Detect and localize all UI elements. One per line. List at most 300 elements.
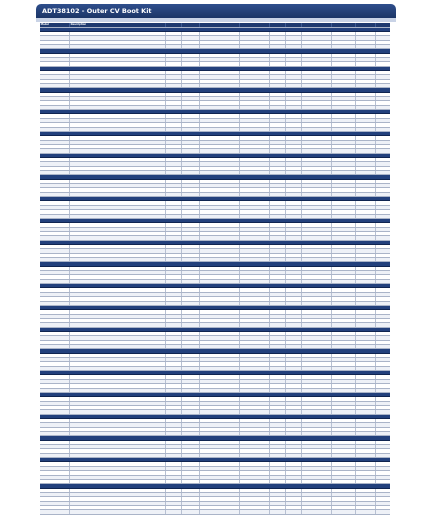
table-cell <box>376 462 390 465</box>
table-cell <box>356 471 376 474</box>
table-cell <box>200 188 240 191</box>
table-cell <box>70 71 166 74</box>
table-cell <box>182 310 200 313</box>
table-cell <box>70 254 166 257</box>
table-cell <box>376 245 390 248</box>
table-cell <box>240 462 270 465</box>
table-cell <box>182 97 200 100</box>
table-cell <box>376 315 390 318</box>
table-cell <box>70 493 166 496</box>
table-cell <box>166 432 182 435</box>
table-cell <box>376 319 390 322</box>
table-cell <box>40 506 70 509</box>
table-cell <box>40 215 70 218</box>
table-cell <box>240 84 270 87</box>
table-cell <box>40 258 70 261</box>
table-cell <box>40 297 70 300</box>
table-cell <box>286 315 302 318</box>
table-cell <box>332 141 356 144</box>
table-cell <box>200 54 240 57</box>
table-cell <box>166 36 182 39</box>
table-cell <box>40 254 70 257</box>
table-cell <box>332 319 356 322</box>
table-cell <box>70 419 166 422</box>
table-cell <box>200 367 240 370</box>
table-cell <box>376 493 390 496</box>
table-cell <box>182 297 200 300</box>
table-cell <box>70 128 166 131</box>
table-cell <box>240 119 270 122</box>
table-cell <box>286 397 302 400</box>
table-cell <box>270 358 286 361</box>
table-cell <box>40 62 70 65</box>
table-cell <box>376 332 390 335</box>
table-cell <box>302 206 332 209</box>
section-label <box>40 219 390 222</box>
table-cell <box>240 228 270 231</box>
table-cell <box>270 441 286 444</box>
table-cell <box>240 445 270 448</box>
table-cell <box>286 93 302 96</box>
table-cell <box>166 280 182 283</box>
table-cell <box>302 445 332 448</box>
table-cell <box>302 80 332 83</box>
table-cell <box>200 158 240 161</box>
table-cell <box>270 293 286 296</box>
table-cell <box>166 389 182 392</box>
table-cell <box>166 41 182 44</box>
table-cell <box>40 228 70 231</box>
table-cell <box>240 497 270 500</box>
table-cell <box>40 384 70 387</box>
table-cell <box>182 58 200 61</box>
table-cell <box>182 119 200 122</box>
table-cell <box>182 215 200 218</box>
table-cell <box>356 45 376 48</box>
table-cell <box>302 362 332 365</box>
table-cell <box>40 136 70 139</box>
table-cell <box>200 62 240 65</box>
table-cell <box>356 97 376 100</box>
table-cell <box>166 32 182 35</box>
table-cell <box>270 119 286 122</box>
table-cell <box>182 319 200 322</box>
table-cell <box>200 323 240 326</box>
table-cell <box>302 419 332 422</box>
table-cell <box>376 180 390 183</box>
table-cell <box>182 293 200 296</box>
table-cell <box>70 410 166 413</box>
table-cell <box>182 423 200 426</box>
table-cell <box>200 445 240 448</box>
table-cell <box>356 62 376 65</box>
table-cell <box>332 462 356 465</box>
table-cell <box>356 367 376 370</box>
table-cell <box>70 93 166 96</box>
table-cell <box>302 375 332 378</box>
table-cell <box>200 136 240 139</box>
table-cell <box>376 97 390 100</box>
table-cell <box>332 97 356 100</box>
table-cell <box>70 302 166 305</box>
table-cell <box>270 354 286 357</box>
table-cell <box>40 123 70 126</box>
table-cell <box>200 167 240 170</box>
table-cell <box>356 180 376 183</box>
table-cell <box>270 36 286 39</box>
table-cell <box>302 119 332 122</box>
table-cell <box>70 249 166 252</box>
table-cell <box>302 288 332 291</box>
table-cell <box>302 293 332 296</box>
table-cell <box>182 114 200 117</box>
table-cell <box>286 275 302 278</box>
table-cell <box>40 354 70 357</box>
table-cell <box>356 41 376 44</box>
table-cell <box>332 93 356 96</box>
table-cell <box>200 145 240 148</box>
table-cell <box>70 97 166 100</box>
table-cell <box>302 497 332 500</box>
table-cell <box>356 93 376 96</box>
table-cell <box>200 506 240 509</box>
table-cell <box>182 323 200 326</box>
table-cell <box>286 280 302 283</box>
table-cell <box>286 354 302 357</box>
table-cell <box>200 380 240 383</box>
table-cell <box>356 449 376 452</box>
table-cell <box>200 141 240 144</box>
table-cell <box>40 406 70 409</box>
table-cell <box>332 275 356 278</box>
table-cell <box>200 489 240 492</box>
table-cell <box>270 332 286 335</box>
table-cell <box>270 245 286 248</box>
table-cell <box>40 445 70 448</box>
table-cell <box>356 101 376 104</box>
table-cell <box>270 249 286 252</box>
table-cell <box>376 367 390 370</box>
table-cell <box>182 288 200 291</box>
table-cell <box>376 223 390 226</box>
table-cell <box>240 128 270 131</box>
table-cell <box>286 184 302 187</box>
table-cell <box>240 358 270 361</box>
table-cell <box>70 58 166 61</box>
table-cell <box>270 167 286 170</box>
table-cell <box>356 497 376 500</box>
table-cell <box>200 128 240 131</box>
table-cell <box>270 362 286 365</box>
table-cell <box>302 397 332 400</box>
table-cell <box>286 245 302 248</box>
table-cell <box>356 389 376 392</box>
table-cell <box>270 41 286 44</box>
table-cell <box>200 206 240 209</box>
table-cell <box>376 267 390 270</box>
table-cell <box>40 323 70 326</box>
table-cell <box>270 228 286 231</box>
table-cell <box>376 158 390 161</box>
table-cell <box>332 428 356 431</box>
table-cell <box>166 249 182 252</box>
table-cell <box>376 323 390 326</box>
table-cell <box>40 275 70 278</box>
table-cell <box>302 336 332 339</box>
table-cell <box>166 210 182 213</box>
table-cell <box>376 128 390 131</box>
table-cell <box>332 32 356 35</box>
table-cell <box>40 171 70 174</box>
table-cell <box>376 41 390 44</box>
table-cell <box>270 449 286 452</box>
table-cell <box>356 245 376 248</box>
table-cell <box>40 428 70 431</box>
table-cell <box>200 180 240 183</box>
table-cell <box>240 167 270 170</box>
column-header <box>240 23 270 27</box>
table-cell <box>286 106 302 109</box>
table-cell <box>166 245 182 248</box>
table-cell <box>200 119 240 122</box>
table-cell <box>376 236 390 239</box>
table-cell <box>166 232 182 235</box>
table-cell <box>270 389 286 392</box>
table-cell <box>286 84 302 87</box>
table-cell <box>182 228 200 231</box>
table-cell <box>332 58 356 61</box>
table-cell <box>286 236 302 239</box>
table-cell <box>302 428 332 431</box>
table-cell <box>182 206 200 209</box>
table-cell <box>70 323 166 326</box>
table-cell <box>200 271 240 274</box>
table-cell <box>200 258 240 261</box>
section-label <box>40 110 390 113</box>
section-label <box>40 484 390 487</box>
table-cell <box>332 384 356 387</box>
table-cell <box>240 332 270 335</box>
table-cell <box>332 358 356 361</box>
table-cell <box>240 184 270 187</box>
table-cell <box>200 236 240 239</box>
table-cell <box>166 323 182 326</box>
table-cell <box>356 210 376 213</box>
table-cell <box>70 462 166 465</box>
table-cell <box>302 380 332 383</box>
section-label <box>40 67 390 70</box>
table-cell <box>302 406 332 409</box>
table-cell <box>302 215 332 218</box>
table-cell <box>286 128 302 131</box>
section-label <box>40 458 390 461</box>
table-cell <box>376 188 390 191</box>
table-cell <box>40 441 70 444</box>
table-cell <box>286 471 302 474</box>
table-cell <box>376 210 390 213</box>
table-cell <box>200 467 240 470</box>
table-cell <box>70 275 166 278</box>
table-cell <box>302 71 332 74</box>
table-cell <box>270 145 286 148</box>
table-cell <box>356 215 376 218</box>
table-cell <box>302 332 332 335</box>
table-cell <box>356 480 376 483</box>
table-cell <box>182 267 200 270</box>
table-cell <box>286 462 302 465</box>
table-cell <box>286 271 302 274</box>
table-cell <box>70 84 166 87</box>
table-cell <box>182 402 200 405</box>
table-cell <box>40 236 70 239</box>
table-cell <box>166 258 182 261</box>
table-cell <box>270 54 286 57</box>
table-cell <box>286 254 302 257</box>
table-cell <box>182 441 200 444</box>
table-cell <box>302 302 332 305</box>
table-cell <box>286 380 302 383</box>
table-cell <box>182 345 200 348</box>
table-cell <box>332 493 356 496</box>
table-cell <box>40 319 70 322</box>
table-cell <box>240 476 270 479</box>
table-cell <box>356 123 376 126</box>
table-cell <box>270 267 286 270</box>
table-cell <box>332 267 356 270</box>
table-cell <box>240 149 270 152</box>
table-body <box>40 28 390 515</box>
table-cell <box>40 471 70 474</box>
table-cell <box>332 36 356 39</box>
table-cell <box>270 149 286 152</box>
table-cell <box>182 462 200 465</box>
table-cell <box>302 36 332 39</box>
table-cell <box>302 180 332 183</box>
table-cell <box>376 119 390 122</box>
table-cell <box>166 410 182 413</box>
table-cell <box>270 80 286 83</box>
table-cell <box>302 389 332 392</box>
table-cell <box>286 149 302 152</box>
table-cell <box>240 319 270 322</box>
table-cell <box>270 302 286 305</box>
table-cell <box>70 210 166 213</box>
table-cell <box>286 367 302 370</box>
table-cell <box>70 445 166 448</box>
table-cell <box>200 476 240 479</box>
table-cell <box>302 432 332 435</box>
table-cell <box>302 493 332 496</box>
table-cell <box>356 423 376 426</box>
table-cell <box>270 489 286 492</box>
table-cell <box>332 502 356 505</box>
table-cell <box>286 375 302 378</box>
table-cell <box>270 275 286 278</box>
table-cell <box>376 467 390 470</box>
table-cell <box>376 280 390 283</box>
table-cell <box>200 123 240 126</box>
table-cell <box>356 428 376 431</box>
table-cell <box>332 497 356 500</box>
table-cell <box>166 502 182 505</box>
table-cell <box>332 406 356 409</box>
table-cell <box>286 180 302 183</box>
table-cell <box>332 54 356 57</box>
table-cell <box>332 297 356 300</box>
table-cell <box>270 136 286 139</box>
table-cell <box>70 402 166 405</box>
table-cell <box>70 114 166 117</box>
table-cell <box>40 358 70 361</box>
table-cell <box>270 141 286 144</box>
column-header <box>332 23 356 27</box>
table-cell <box>166 106 182 109</box>
table-cell <box>240 454 270 457</box>
table-cell <box>356 58 376 61</box>
table-cell <box>70 380 166 383</box>
table-cell <box>166 188 182 191</box>
table-cell <box>70 454 166 457</box>
table-cell <box>166 293 182 296</box>
table-cell <box>286 332 302 335</box>
table-cell <box>240 71 270 74</box>
table-cell <box>182 428 200 431</box>
table-cell <box>70 236 166 239</box>
table-cell <box>332 136 356 139</box>
table-cell <box>302 106 332 109</box>
table-cell <box>40 315 70 318</box>
table-cell <box>166 158 182 161</box>
table-cell <box>286 502 302 505</box>
table-cell <box>356 302 376 305</box>
table-cell <box>302 141 332 144</box>
table-cell <box>182 380 200 383</box>
table-cell <box>200 358 240 361</box>
table-cell <box>286 249 302 252</box>
table-cell <box>302 167 332 170</box>
table-cell <box>70 228 166 231</box>
table-cell <box>270 258 286 261</box>
table-cell <box>182 41 200 44</box>
table-cell <box>356 462 376 465</box>
table-cell <box>332 201 356 204</box>
table-cell <box>70 280 166 283</box>
table-cell <box>376 345 390 348</box>
table-cell <box>356 341 376 344</box>
table-cell <box>286 62 302 65</box>
table-cell <box>166 45 182 48</box>
table-cell <box>166 380 182 383</box>
table-cell <box>70 201 166 204</box>
table-cell <box>240 489 270 492</box>
table-cell <box>40 32 70 35</box>
table-cell <box>286 101 302 104</box>
column-header <box>356 23 376 27</box>
table-cell <box>286 97 302 100</box>
table-cell <box>286 323 302 326</box>
table-cell <box>240 384 270 387</box>
table-cell <box>40 201 70 204</box>
section-label <box>40 284 390 287</box>
table-cell <box>200 171 240 174</box>
table-cell <box>182 54 200 57</box>
table-cell <box>332 454 356 457</box>
table-cell <box>70 441 166 444</box>
table-cell <box>166 332 182 335</box>
table-cell <box>40 223 70 226</box>
table-cell <box>70 341 166 344</box>
table-cell <box>302 449 332 452</box>
